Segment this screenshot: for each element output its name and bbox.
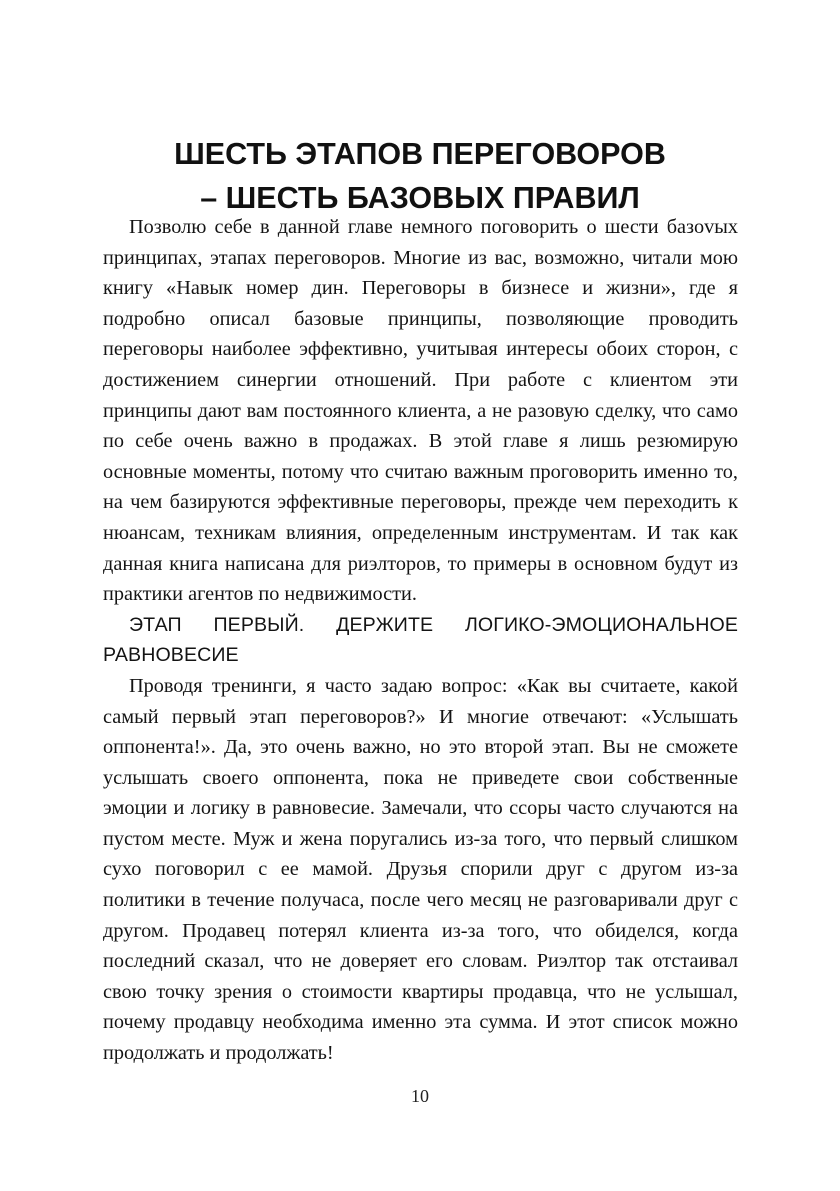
page-number: 10: [411, 1086, 429, 1106]
chapter-title: [100, 132, 740, 220]
section-heading: ЭТАП ПЕРВЫЙ. ДЕРЖИТЕ ЛОГИКО-ЭМОЦИОНАЛЬНОЕ РАВНОВЕСИЕ: [103, 613, 738, 667]
intro-paragraph: Позволю себе в данной главе немного поговорить о шести базоvых принципах, этапах переговоров. Многие из вас, возможно, читали мою книгу «Навык номер дин. Переговоры в бизнесе и жизни», где я подробно описал базовые принципы, позволяющие проводить переговоры наиболее эффективно, учитывая интересы обоих сторон, с достижением синергии отношений. При работе с клиентом эти принципы дают вам постоянного клиента, а не разовую сделку, что само по себе очень важно в продажах. В этой главе я лишь резюмирую основные моменты, потому что считаю важным проговорить именно то, на чем базируются эффективные переговоры, прежде чем переходить к нюансам, техникам влияния, определенным инструментам. И так как данная книга написана для риэлторов, то примеры в основном будут из практики агентов по недвижимости.: [103, 216, 738, 606]
chapter-title-line-1: ШЕСТЬ ЭТАПОВ ПЕРЕГОВОРОВ: [174, 137, 666, 172]
chapter-body: [103, 212, 738, 1069]
chapter-title-line-2: – ШЕСТЬ БАЗОВЫХ ПРАВИЛ: [200, 181, 640, 216]
section-paragraph: Проводя тренинги, я часто задаю вопрос: «Как вы считаете, какой самый первый этап переговоров?» И многие отвечают: «Услышать оппонента!». Да, это очень важно, но это второй этап. Вы не сможете услышать своего оппонента, пока не приведете свои собственные эмоции и логику в равновесие. Замечали, что ссоры часто случаются на пустом месте. Муж и жена поругались из-за того, что первый слишком сухо поговорил с ее мамой. Друзья спорили друг с другом из-за политики в течение получаса, после чего месяц не разговаривали друг с другом. Продавец потерял клиента из-за того, что обиделся, когда последний сказал, что не доверяет его словам. Риэлтор так отстаивал свою точку зрения о стоимости квартиры продавца, что не услышал, почему продавцу необходима именно эта сумма. И этот список можно продолжать и продолжать!: [103, 674, 738, 1065]
